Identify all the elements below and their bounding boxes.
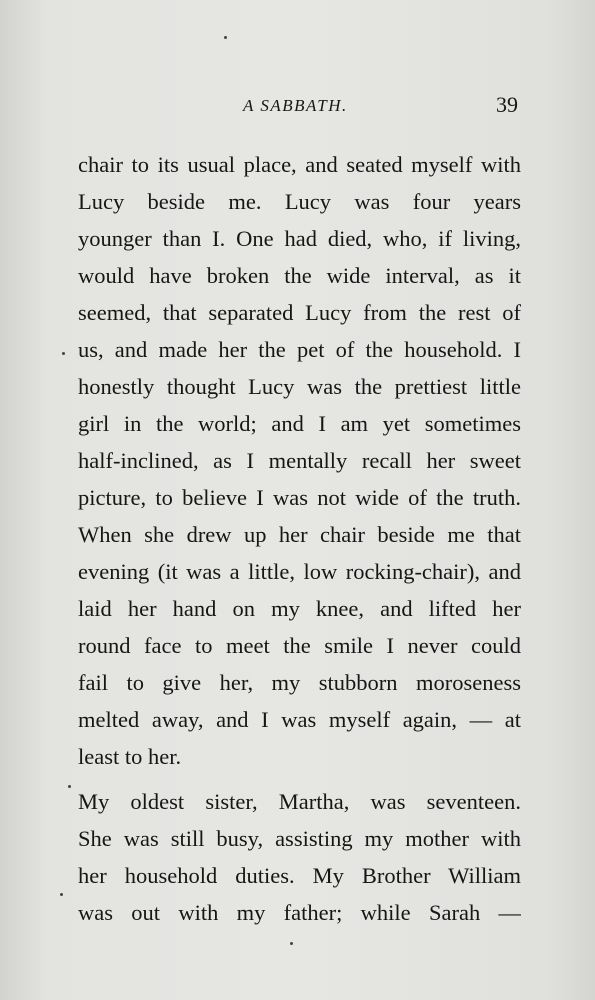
text-line: honestly thought Lucy was the prettiest little [78, 374, 521, 399]
text-line: half-inclined, as I mentally recall her sweet [78, 448, 521, 473]
text-line: When she drew up her chair beside me that [78, 522, 521, 547]
text-line: She was still busy, assisting my mother with [78, 826, 521, 851]
text-line: girl in the world; and I am yet sometimes [78, 411, 521, 436]
text-line: Lucy beside me. Lucy was four years [78, 189, 521, 214]
text-line: chair to its usual place, and seated myself with [78, 152, 521, 177]
text-line: fail to give her, my stubborn moroseness [78, 670, 521, 695]
paragraph-2 [78, 783, 521, 931]
text-line: My oldest sister, Martha, was seventeen. [78, 789, 521, 814]
text-line: was out with my father; while Sarah — [78, 900, 521, 925]
text-line: round face to meet the smile I never could [78, 633, 521, 658]
text-line: her household duties. My Brother William [78, 863, 521, 888]
print-speck [290, 942, 293, 945]
print-speck [60, 893, 63, 896]
running-head [0, 92, 595, 122]
print-speck [68, 785, 71, 788]
print-speck [224, 36, 227, 39]
text-line: melted away, and I was myself again, — at [78, 707, 521, 732]
text-line: laid her hand on my knee, and lifted her [78, 596, 521, 621]
text-line: evening (it was a little, low rocking-chair), and [78, 559, 521, 584]
page-number: 39 [496, 92, 518, 117]
text-line: us, and made her the pet of the household. I [78, 337, 521, 362]
running-head-title: A SABBATH. [243, 96, 348, 115]
body-text [78, 146, 521, 931]
text-line: would have broken the wide interval, as it [78, 263, 521, 288]
text-line: picture, to believe I was not wide of the truth. [78, 485, 521, 510]
text-line: younger than I. One had died, who, if living, [78, 226, 521, 251]
paragraph-1 [78, 146, 521, 775]
text-line: least to her. [78, 744, 182, 769]
print-speck [62, 352, 65, 355]
text-line: seemed, that separated Lucy from the rest of [78, 300, 521, 325]
